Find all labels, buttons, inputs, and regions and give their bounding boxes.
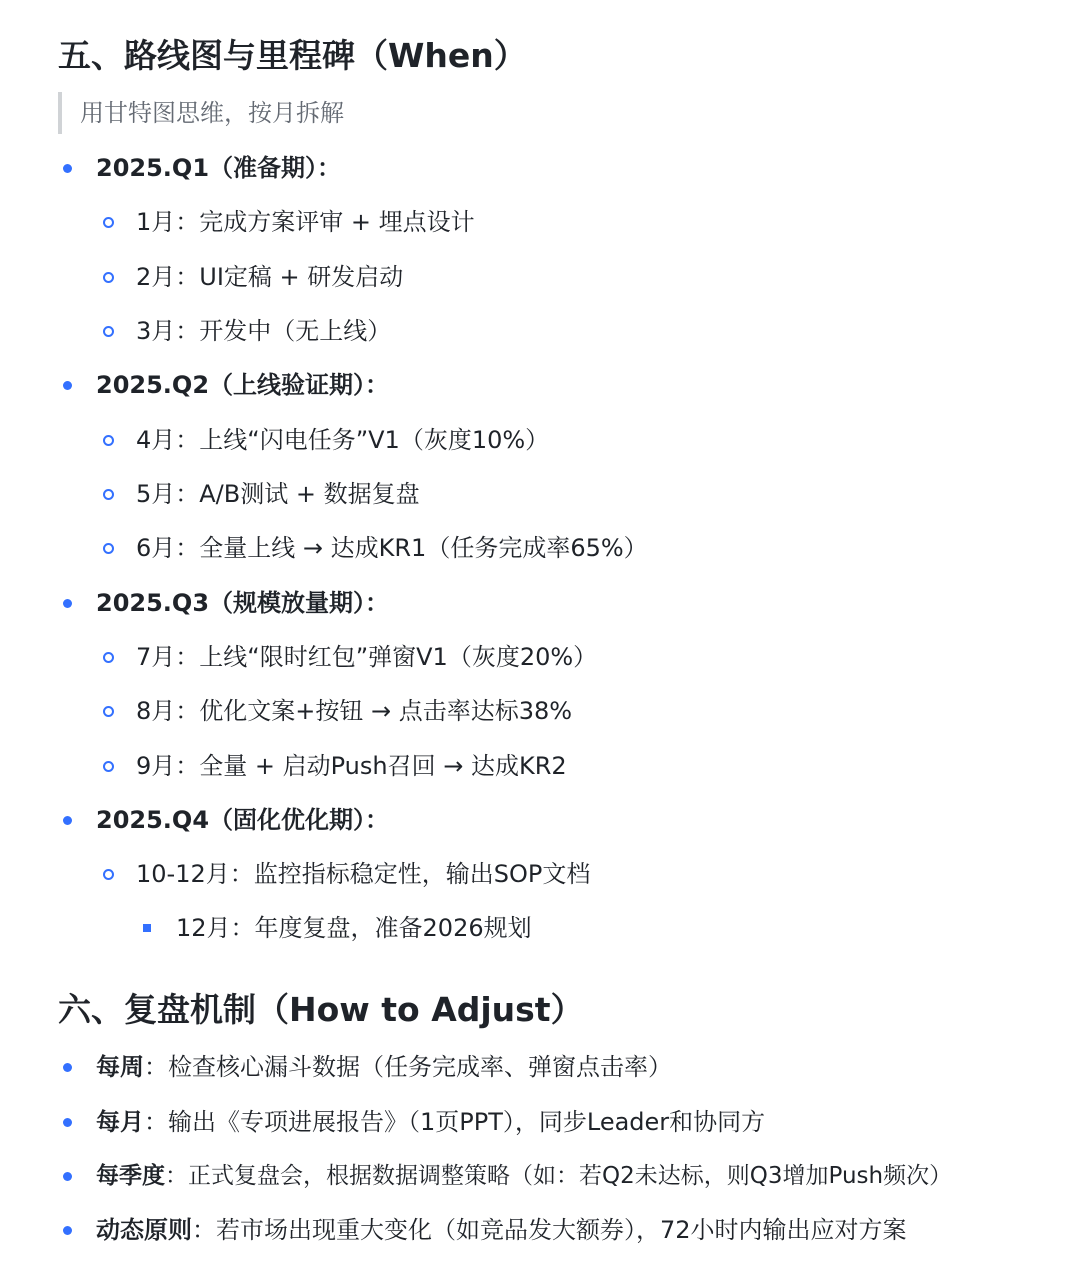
list-item xyxy=(96,1156,952,1196)
bullet-circle-icon xyxy=(103,761,114,772)
item-text: ：若市场出现重大变化（如竞品发大额券），72小时内输出应对方案 xyxy=(192,1216,907,1244)
bullet-circle-icon xyxy=(103,272,114,283)
quarter-label: 2025.Q2（上线验证期）： xyxy=(96,371,390,399)
item-text: ：正式复盘会，根据数据调整策略（如：若Q2未达标，则Q3增加Push频次） xyxy=(165,1163,953,1189)
list-item xyxy=(136,528,648,568)
bullet-dot-icon xyxy=(63,1226,72,1235)
list-item xyxy=(136,202,475,242)
item-text: 5月：A/B测试 + 数据复盘 xyxy=(136,480,420,508)
item-text: ：输出《专项进展报告》（1页PPT），同步Leader和协同方 xyxy=(144,1108,766,1136)
bullet-dot-icon xyxy=(63,164,72,173)
list-item xyxy=(136,637,597,677)
bullet-circle-icon xyxy=(103,652,114,663)
bullet-circle-icon xyxy=(103,217,114,228)
quarter-label: 2025.Q3（规模放量期）： xyxy=(96,589,390,617)
bullet-dot-icon xyxy=(63,599,72,608)
item-text: 3月：开发中（无上线） xyxy=(136,317,392,345)
list-item xyxy=(96,1102,765,1142)
bullet-dot-icon xyxy=(63,1172,72,1181)
list-item xyxy=(136,257,403,297)
list-item xyxy=(136,691,572,731)
quarter-label: 2025.Q1（准备期）： xyxy=(96,154,342,182)
bullet-circle-icon xyxy=(103,543,114,554)
list-item xyxy=(136,746,567,786)
item-text: 9月：全量 + 启动Push召回 → 达成KR2 xyxy=(136,752,567,780)
item-text: 4月：上线“闪电任务”V1（灰度10%） xyxy=(136,426,550,454)
item-text: ：检查核心漏斗数据（任务完成率、弹窗点击率） xyxy=(144,1053,672,1081)
blockquote: 用甘特图思维，按月拆解 xyxy=(58,92,344,134)
bullet-dot-icon xyxy=(63,381,72,390)
item-label: 每季度 xyxy=(96,1163,165,1189)
item-label: 每月 xyxy=(96,1108,144,1136)
bullet-dot-icon xyxy=(63,1063,72,1072)
bullet-square-icon xyxy=(143,924,151,932)
list-item xyxy=(136,420,549,460)
bullet-circle-icon xyxy=(103,489,114,500)
list-item xyxy=(136,311,391,351)
section5-heading: 五、路线图与里程碑（When） xyxy=(58,36,527,75)
list-item-nested xyxy=(176,908,532,948)
item-text: 12月：年度复盘，准备2026规划 xyxy=(176,914,532,942)
bullet-circle-icon xyxy=(103,326,114,337)
list-item-q2 xyxy=(96,365,389,405)
list-item xyxy=(136,474,420,514)
list-item-q3 xyxy=(96,583,389,623)
list-item-q4 xyxy=(96,800,389,840)
item-text: 6月：全量上线 → 达成KR1（任务完成率65%） xyxy=(136,534,648,562)
list-item xyxy=(136,854,590,894)
list-item xyxy=(96,1047,672,1087)
bullet-dot-icon xyxy=(63,1118,72,1127)
list-item xyxy=(96,1210,907,1250)
list-item-q1 xyxy=(96,148,341,188)
bullet-circle-icon xyxy=(103,435,114,446)
item-text: 7月：上线“限时红包”弹窗V1（灰度20%） xyxy=(136,643,598,671)
item-label: 每周 xyxy=(96,1053,144,1081)
item-text: 2月：UI定稿 + 研发启动 xyxy=(136,263,404,291)
item-label: 动态原则 xyxy=(96,1216,192,1244)
bullet-circle-icon xyxy=(103,706,114,717)
quarter-label: 2025.Q4（固化优化期）： xyxy=(96,806,390,834)
bullet-dot-icon xyxy=(63,816,72,825)
item-text: 8月：优化文案+按钮 → 点击率达标38% xyxy=(136,697,573,725)
item-text: 10-12月：监控指标稳定性，输出SOP文档 xyxy=(136,860,591,888)
item-text: 1月：完成方案评审 + 埋点设计 xyxy=(136,208,475,236)
section6-heading: 六、复盘机制（How to Adjust） xyxy=(58,990,584,1029)
bullet-circle-icon xyxy=(103,869,114,880)
